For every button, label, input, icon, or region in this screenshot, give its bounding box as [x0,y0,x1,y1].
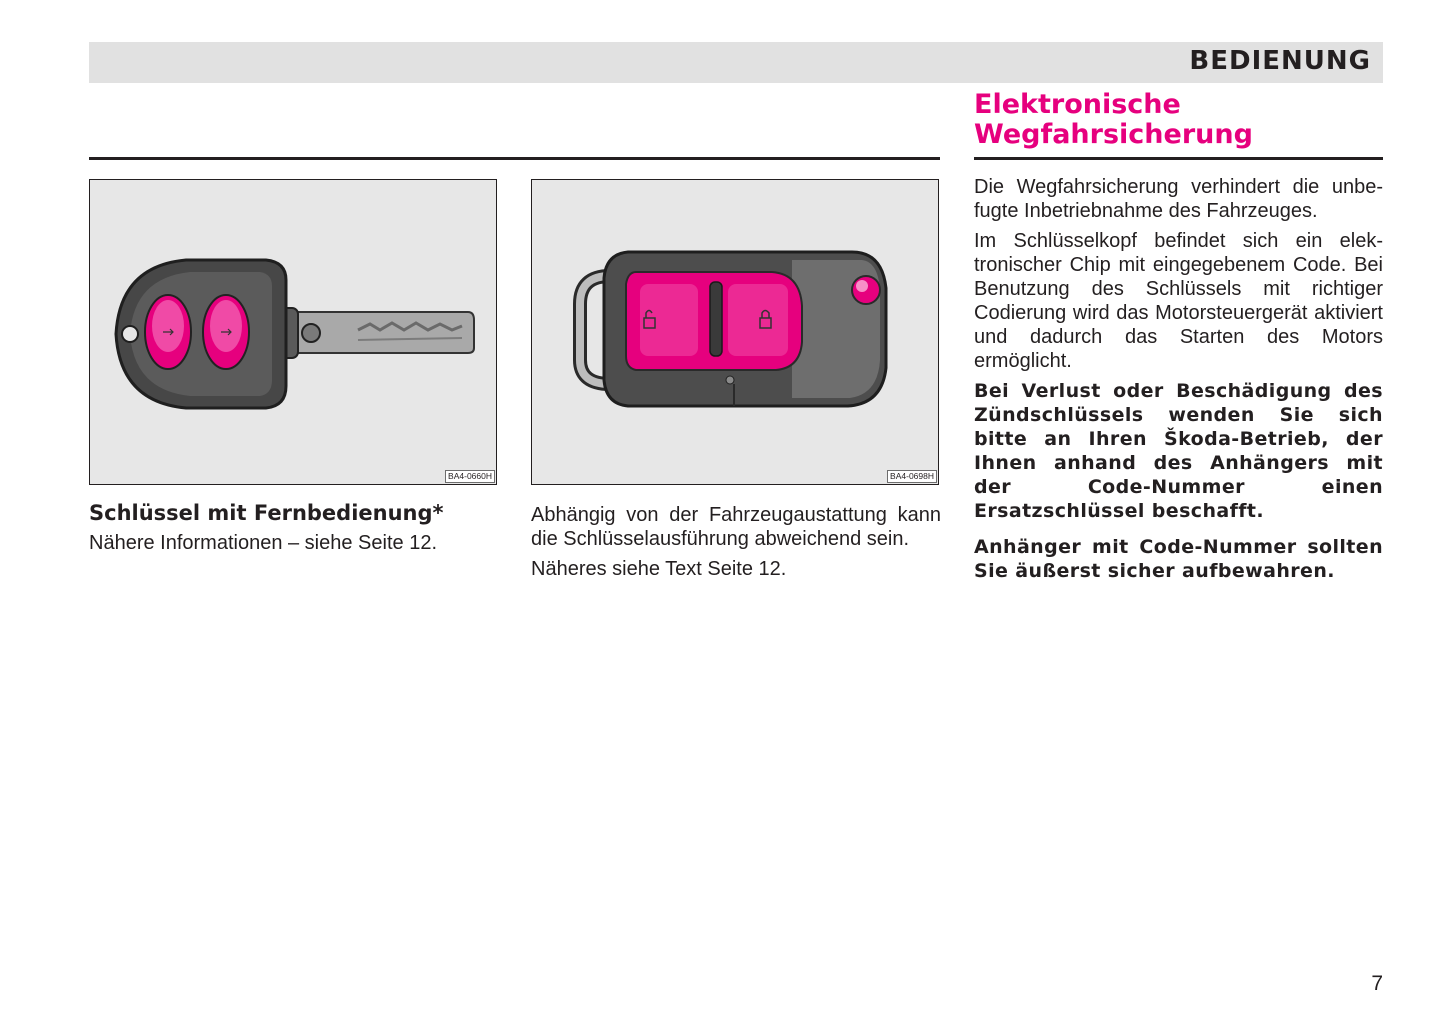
header-bar [89,42,1383,83]
middle-paragraph: Näheres siehe Text Seite 12. [531,558,787,580]
section-title-line1: Elektronische [974,89,1181,120]
body-paragraph: Die Wegfahrsicherung verhindert die unbefugte Inbetriebnahme des Fahrzeuges. [974,176,1383,222]
body-paragraph: Im Schlüsselkopf befindet sich ein elektronischer Chip mit eingegebenem Code. Bei Benutzung des Schlüssels mit richtiger Codierung wird das Motorsteuergerät aktiviert und dadurch das Starten des Motors ermöglicht. [974,230,1383,372]
section-title-line2: Wegfahrsicherung [974,119,1253,150]
figure-caption-title: Schlüssel mit Fernbedienung* [89,501,444,525]
section-title [974,90,1383,150]
figure-remote-key [89,179,497,485]
divider-left [89,157,940,160]
warning-paragraph: Bei Verlust oder Beschädigung des Zündschlüssels wenden Sie sich bitte an Ihren Škoda-Betrieb, der Ihnen anhand des Anhängers mit der Code-Nummer einen Ersatzschlüssel beschafft. [974,380,1383,522]
figure-code: BA4-0698H [887,470,937,483]
figure-caption-text: Nähere Informationen – siehe Seite 12. [89,532,437,554]
middle-column [531,503,941,587]
figure-code: BA4-0660H [445,470,495,483]
figure-folding-key [531,179,939,485]
middle-paragraph: Abhängig von der Fahrzeugaustattung kann die Schlüsselausführung abweichend sein. [531,504,941,550]
chapter-title: BEDIENUNG [1189,46,1371,76]
warning-paragraph: Anhänger mit Code-Nummer sollten Sie äußerst sicher aufbewahren. [974,536,1383,582]
divider-right [974,157,1383,160]
remote-key-icon [90,180,496,484]
folding-key-icon [532,180,938,484]
page-number: 7 [1371,972,1383,995]
right-column [974,175,1383,595]
